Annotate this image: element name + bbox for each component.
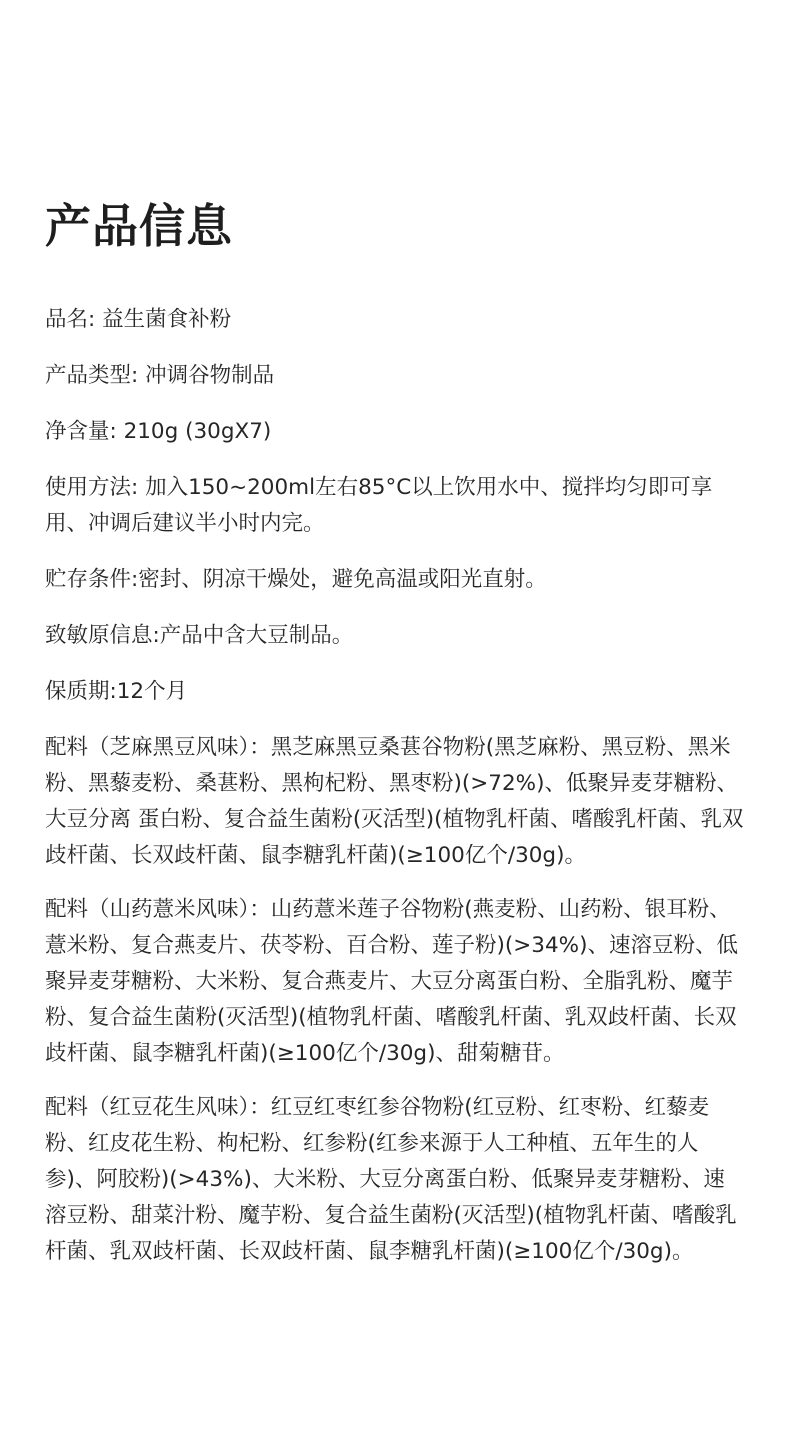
shelf-life: 保质期:12个月 (45, 679, 188, 704)
storage-conditions: 贮存条件:密封、阴凉干燥处，避免高温或阳光直射。 (45, 567, 547, 592)
product-name: 品名: 益生菌食补粉 (45, 307, 232, 332)
ingredients-red-bean-peanut: 配料（红豆花生风味）：红豆红枣红参谷物粉(红豆粉、红枣粉、红藜麦粉、红皮花生粉、枸杞粉、红参粉(红参来源于人工种植、五年生的人参)、阿胶粉)(>43%)、大米粉、大豆分离蛋白粉、低聚异麦芽糖粉、速溶豆粉、甜菜汁粉、魔芋粉、复合益生菌粉(灭活型)(植物乳杆菌、嗜酸乳杆菌、乳双歧杆菌、长双歧杆菌、鼠李糖乳杆菌)(≥100亿个/30g)。 (45, 1095, 737, 1264)
page-title: 产品信息 (45, 199, 233, 253)
product-info-list (45, 302, 746, 1286)
product-type: 产品类型: 冲调谷物制品 (45, 363, 275, 388)
ingredients-yam-coix: 配料（山药薏米风味）：山药薏米莲子谷物粉(燕麦粉、山药粉、银耳粉、薏米粉、复合燕麦片、茯苓粉、百合粉、莲子粉)(>34%)、速溶豆粉、低聚异麦芽糖粉、大米粉、复合燕麦片、大豆分离蛋白粉、全脂乳粉、魔芋粉、复合益生菌粉(灭活型)(植物乳杆菌、嗜酸乳杆菌、乳双歧杆菌、长双歧杆菌、鼠李糖乳杆菌)(≥100亿个/30g)、甜菊糖苷。 (45, 897, 738, 1066)
usage-method: 使用方法: 加入150~200ml左右85°C以上饮用水中、搅拌均匀即可享用、冲调后建议半小时内完。 (45, 475, 713, 536)
ingredients-sesame-black-bean: 配料（芝麻黑豆风味）：黑芝麻黑豆桑葚谷物粉(黑芝麻粉、黑豆粉、黑米粉、黑藜麦粉、桑葚粉、黑枸杞粉、黑枣粉)(>72%)、低聚异麦芽糖粉、大豆分离 蛋白粉、复合益生菌粉(灭活型)(植物乳杆菌、嗜酸乳杆菌、乳双歧杆菌、长双歧杆菌、鼠李糖乳杆菌)(≥100亿个/30g)。 (45, 735, 744, 868)
net-content: 净含量: 210g (30gX7) (45, 419, 272, 444)
allergen-info: 致敏原信息:产品中含大豆制品。 (45, 623, 354, 648)
